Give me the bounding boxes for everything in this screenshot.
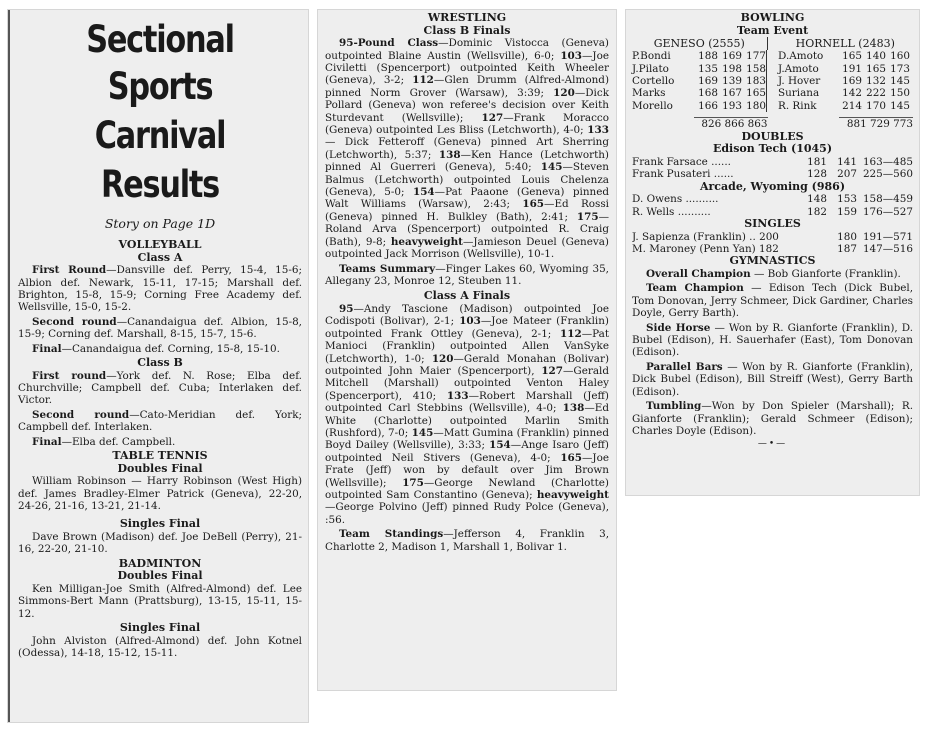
bowler-score: 165: [842, 50, 862, 63]
bowler-score: 180: [746, 99, 766, 112]
story-reference: Story on Page 1D: [104, 216, 216, 231]
bowler-name: Marks: [632, 87, 666, 100]
doubles-heading: DOUBLES: [741, 129, 804, 143]
bowling-heading: BOWLING: [740, 11, 805, 24]
bowler-score: 139: [722, 75, 742, 87]
volleyball-heading: VOLLEYBALL: [118, 238, 202, 251]
gymnastics-heading: GYMNASTICS: [729, 254, 816, 268]
bowler-score: 150: [890, 87, 910, 100]
team-divider: [766, 100, 776, 112]
volleyball-class-a-heading: Class A: [137, 250, 183, 264]
volleyball-b-second-round: Second round—Cato-Meridian def. York; Campbell def. Interlaken.: [18, 408, 302, 434]
bowler-name: M. Maroney (Penn Yan) 182: [632, 243, 779, 256]
table-tennis-heading: TABLE TENNIS: [112, 449, 208, 463]
volleyball-b-first-round: First round—York def. N. Rose; Elba def. Churchville; Campbell def. Cuba; Interlaken def. Victor.: [18, 369, 302, 407]
badminton-doubles-result: Ken Milligan-Joe Smith (Alfred-Almond) def. Lee Simmons-Bert Mann (Prattsburg), 13-15, 15-11, 15-12.: [18, 583, 302, 620]
table-tennis-doubles-heading: Doubles Final: [117, 461, 203, 475]
bowler-name: J.Amoto: [778, 62, 819, 75]
singles-scores: [632, 231, 913, 256]
bowler-score: 182: [807, 205, 827, 218]
team-divider: [766, 75, 776, 87]
hornell-label: HORNELL (2483): [795, 37, 895, 51]
bowler-score: 142: [842, 87, 862, 100]
bowler-score: 163—485: [862, 155, 913, 168]
team-champion: Team Champion — Edison Tech (Dick Bubel, Tom Donovan, Jerry Schmeer, Dick Gardiner, Charles Doyle, Gerry Barth).: [632, 282, 914, 320]
bowler-score: 207: [837, 168, 857, 181]
bowler-score: 183: [746, 75, 766, 87]
class-a-team-standings: Team Standings—Jefferson 4, Franklin 3, Charlotte 2, Madison 1, Marshall 1, Bolivar 1.: [325, 528, 609, 553]
parallel-bars: Parallel Bars — Won by R. Gianforte (Franklin), Dick Bubel (Edison), Bill Streiff (West), Gerry Barth (Edison).: [632, 360, 913, 398]
wrestling-heading: WRESTLING: [427, 11, 507, 24]
volleyball-a-final: Final—Canandaigua def. Corning, 15-8, 15-10.: [32, 342, 280, 355]
bowler-name: J. Sapienza (Franklin) .. 200: [632, 230, 779, 243]
class-b-team-summary: Teams Summary—Finger Lakes 60, Wyoming 35, Allegany 23, Monroe 12, Steuben 11.: [325, 262, 609, 287]
bowler-score: 214: [842, 99, 862, 112]
bowler-name: D.Amoto: [778, 50, 824, 63]
bowler-name: R. Rink: [778, 99, 817, 112]
badminton-heading: BADMINTON: [118, 556, 202, 570]
bowler-score: 166: [698, 99, 718, 112]
bowler-score: 158: [746, 62, 766, 75]
arcade-wyoming-heading: Arcade, Wyoming (986): [699, 179, 846, 193]
bowler-score: 222: [866, 87, 886, 100]
table-tennis-singles-heading: Singles Final: [119, 517, 201, 531]
bowler-name: J.Pilato: [632, 62, 669, 75]
bowler-score: 191: [842, 62, 862, 75]
team-event-heading: Team Event: [736, 23, 809, 37]
edison-tech-scores: [632, 156, 913, 181]
bowler-name: Cortello: [632, 75, 675, 87]
team-divider: [766, 63, 776, 75]
column-volleyball: [8, 10, 308, 722]
bowler-score: 147—516: [862, 243, 913, 256]
bowler-name: Frank Pusateri ......: [632, 168, 734, 181]
end-mark: —•—: [757, 439, 788, 450]
bowler-score: 191—571: [862, 230, 913, 243]
bowler-score: 135: [698, 62, 718, 75]
headline-line-1: Sectional Sports: [86, 18, 234, 108]
bowler-score: 128: [807, 168, 827, 181]
volleyball-a-second-round: Second round—Canandaigua def. Albion, 15-8, 15-9; Corning def. Marshall, 8-15, 15-7, 15-6.: [18, 315, 302, 341]
bowler-score: 168: [698, 87, 718, 100]
overall-champion: Overall Champion — Bob Gianforte (Franklin).: [646, 268, 901, 281]
bowler-score: 187: [837, 243, 857, 256]
bowler-score: 169: [698, 75, 718, 87]
column-wrestling: [318, 10, 616, 690]
volleyball-class-b-heading: Class B: [137, 356, 183, 370]
bowler-name: Morello: [632, 99, 673, 112]
class-a-finals-heading: Class A Finals: [423, 289, 511, 303]
bowler-score: 198: [722, 62, 742, 75]
arcade-wyoming-scores: [632, 193, 913, 218]
tumbling: Tumbling—Won by Don Spieler (Marshall); R. Gianforte (Franklin); Gerald Schmeer (Edison); Charles Doyle (Edison).: [632, 400, 913, 437]
class-b-results: 95-Pound Class—Dominic Vistocca (Geneva) outpointed Blaine Austin (Wellsville), 6-0; 103—Joe Civiletti (Spencerport) outpointed Keith Wheeler (Geneva), 3-2; 112—Glen Drumm (Alfred-Almond) pinned Norm Grover (Warsaw), 3:39; 120—Dick Pollard (Geneva) won referee's decision over Keith Sturdevant (Wellsville); 127—Frank Moracco (Geneva) outpointed Les Bliss (Letchworth), 4-0; 133— Dick Fetteroff (Geneva) pinned Art Sherring (Letchworth), 5:37; 138—Ken Hance (Letchworth) pinned Al Guerreri (Geneva), 5:40; 145—Steven Balmus (Letchworth) outpointed Louis Chelenza (Geneva), 5-0; 154—Pat Paaone (Geneva) pinned Walt Williams (Warsaw), 2:43; 165—Ed Rossi (Geneva) pinned H. Bulkley (Bath), 2:41; 175—Roland Arva (Spencerport) outpointed R. Craig (Bath), 9-8; heavyweight—Jamieson Deuel (Geneva) outpointed Jack Morrison (Wellsville), 10-1.: [325, 37, 610, 261]
team-divider: [766, 50, 776, 62]
bowler-name: P.Bondi: [632, 50, 671, 63]
bowler-score: 177: [746, 50, 766, 63]
edison-tech-heading: Edison Tech (1045): [712, 142, 833, 156]
bowler-name: J. Hover: [778, 75, 821, 87]
geneso-totals: 826 866 863: [694, 117, 768, 130]
bowler-score: 165: [746, 87, 766, 100]
bowler-score: 180: [837, 230, 857, 243]
bowler-score: 159: [837, 205, 857, 218]
bowler-score: 160: [890, 50, 910, 63]
bowler-score: 176—527: [862, 205, 913, 218]
badminton-singles-heading: Singles Final: [119, 621, 201, 635]
bowler-name: Frank Farsace ......: [632, 155, 731, 168]
bowler-score: 169: [722, 50, 742, 63]
bowler-score: 170: [866, 99, 886, 112]
team-divider: [766, 87, 776, 99]
table-tennis-singles-result: Dave Brown (Madison) def. Joe DeBell (Perry), 21-16, 22-20, 21-10.: [18, 531, 302, 556]
bowler-score: 145: [890, 99, 910, 112]
volleyball-b-final: Final—Elba def. Campbell.: [32, 435, 176, 448]
bowler-name: R. Wells ..........: [632, 205, 711, 218]
bowler-score: 145: [890, 75, 910, 87]
badminton-doubles-heading: Doubles Final: [117, 569, 203, 583]
bowler-score: 173: [890, 62, 910, 75]
bowling-team-labels: [632, 37, 913, 50]
bowler-score: 158—459: [862, 193, 913, 206]
bowling-totals: [632, 117, 913, 130]
bowler-score: 181: [807, 155, 827, 168]
bowler-name: Suriana: [778, 87, 820, 100]
hornell-totals: 881 729 773: [839, 117, 913, 130]
side-horse: Side Horse — Won by R. Gianforte (Franklin), D. Bubel (Edison), H. Sauerhafer (East), Tom Donovan (Edison).: [632, 321, 913, 359]
bowler-score: 153: [837, 193, 857, 206]
bowler-score: 169: [842, 75, 862, 87]
bowler-score: 148: [807, 193, 827, 206]
bowler-score: 188: [698, 50, 718, 63]
headline-line-2: Carnival: [94, 114, 226, 157]
badminton-singles-result: John Alviston (Alfred-Almond) def. John Kotnel (Odessa), 14-18, 15-12, 15-11.: [18, 634, 302, 660]
geneso-label: GENESO (2555): [653, 37, 745, 51]
bowler-score: 141: [837, 155, 857, 168]
bowler-score: 140: [866, 50, 886, 63]
bowler-name: D. Owens ..........: [632, 193, 719, 206]
bowler-score: 132: [866, 75, 886, 87]
bowler-score: 193: [722, 99, 742, 112]
bowler-score: 165: [866, 62, 886, 75]
class-a-results: 95—Andy Tascione (Madison) outpointed Joe Codispoti (Bolivar), 2-1; 103—Joe Mateer (Franklin) outpointed Frank Ottley (Geneva), 2-1; 112—Pat Manioci (Franklin) outpointed Allen VanSyke (Letchworth), 1-0; 120—Gerald Monahan (Bolivar) outpointed John Maier (Spencerport), 127—Gerald Mitchell (Marshall) outpointed Venton Haley (Spencerport), 410; 133—Robert Marshall (Jeff) outpointed Carl Stebbins (Wellsville), 4-0; 138—Ed White (Charlotte) outpointed Marlin Smith (Rushford), 7-0; 145—Matt Gumina (Franklin) pinned Boyd Dailey (Wellsville), 3:33; 154—Ange Isaro (Jeff) outpointed Neil Stivers (Geneva), 4-0; 165—Joe Frate (Jeff) won by default over Jim Brown (Wellsville); 175—George Newland (Charlotte) outpointed Sam Constantino (Geneva); heavyweight—George Polvino (Jeff) pinned Rudy Polce (Geneva), :56.: [325, 302, 610, 526]
headline-line-3: Results: [101, 163, 219, 206]
bowler-score: 225—560: [862, 168, 913, 181]
class-b-finals-heading: Class B Finals: [423, 23, 511, 37]
volleyball-a-first-round: First Round—Dansville def. Perry, 15-4, 15-6; Albion def. Newark, 15-11, 17-15; Marshall def. Brighton, 15-8, 15-9; Corning Free Academy def. Wellsville, 15-0, 15-2.: [18, 264, 303, 314]
singles-heading: SINGLES: [744, 217, 801, 231]
table-tennis-doubles-result: William Robinson — Harry Robinson (West High) def. James Bradley-Elmer Patrick (Geneva), 22-20, 24-26, 21-16, 13-21, 21-14.: [18, 475, 302, 513]
bowling-score-table: [632, 50, 913, 112]
bowler-score: 167: [722, 87, 742, 100]
column-bowling-gymnastics: [626, 10, 919, 495]
